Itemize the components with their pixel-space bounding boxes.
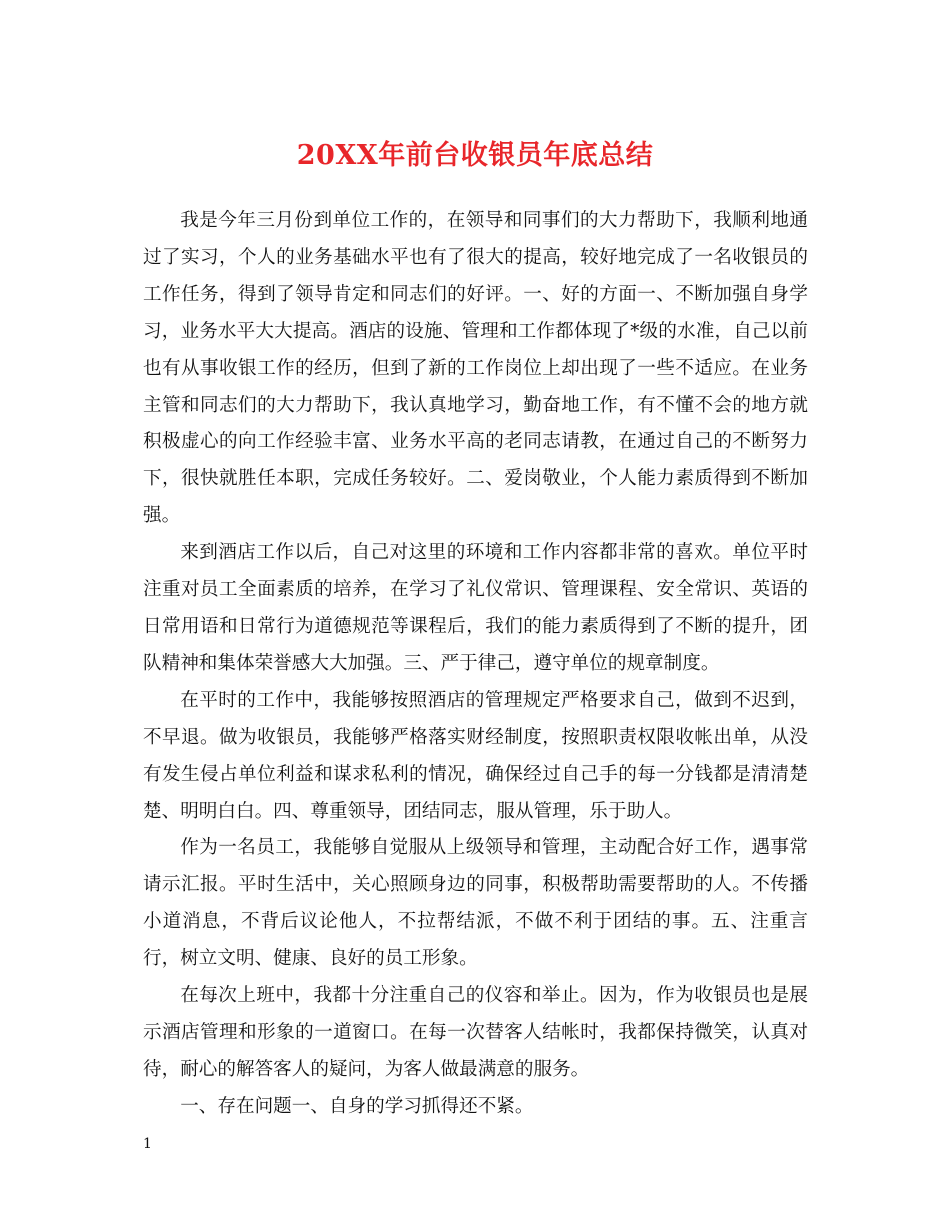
document-title: 20XX年前台收银员年底总结 [296,140,654,171]
paragraph: 在每次上班中，我都十分注重自己的仪容和举止。因为，作为收银员也是展示酒店管理和形象的一道窗口。在每一次替客人结帐时，我都保持微笑，认真对待，耐心的解答客人的疑问，为客人做最满意的服务。 [143,985,808,1080]
paragraph: 一、存在问题一、自身的学习抓得还不紧。 [180,1095,534,1117]
paragraph: 来到酒店工作以后，自己对这里的环境和工作内容都非常的喜欢。单位平时注重对员工全面素质的培养，在学习了礼仪常识、管理课程、安全常识、英语的日常用语和日常行为道德规范等课程后，我们的能力素质得到了不断的提升，团队精神和集体荣誉感大大加强。三、严于律己，遵守单位的规章制度。 [143,542,808,674]
paragraph: 作为一名员工，我能够自觉服从上级领导和管理，主动配合好工作，遇事常请示汇报。平时生活中，关心照顾身边的同事，积极帮助需要帮助的人。不传播小道消息，不背后议论他人，不拉帮结派，不做不利于团结的事。五、注重言行，树立文明、健康、良好的员工形象。 [143,837,808,970]
document-body [143,203,808,1126]
page-number: 1 [143,1136,152,1152]
paragraph: 我是今年三月份到单位工作的，在领导和同事们的大力帮助下，我顺利地通过了实习，个人的业务基础水平也有了很大的提高，较好地完成了一名收银员的工作任务，得到了领导肯定和同志们的好评。一、好的方面一、不断加强自身学习，业务水平大大提高。酒店的设施、管理和工作都体现了*级的水准，自己以前也有从事收银工作的经历，但到了新的工作岗位上却出现了一些不适应。在业务主管和同志们的大力帮助下，我认真地学习，勤奋地工作，有不懂不会的地方就积极虚心的向工作经验丰富、业务水平高的老同志请教，在通过自己的不断努力下，很快就胜任本职，完成任务较好。二、爱岗敬业，个人能力素质得到不断加强。 [143,210,808,527]
paragraph: 在平时的工作中，我能够按照酒店的管理规定严格要求自己，做到不迟到，不早退。做为收银员，我能够严格落实财经制度，按照职责权限收帐出单，从没有发生侵占单位利益和谋求私利的情况，确保经过自己手的每一分钱都是清清楚楚、明明白白。四、尊重领导，团结同志，服从管理，乐于助人。 [143,689,808,822]
